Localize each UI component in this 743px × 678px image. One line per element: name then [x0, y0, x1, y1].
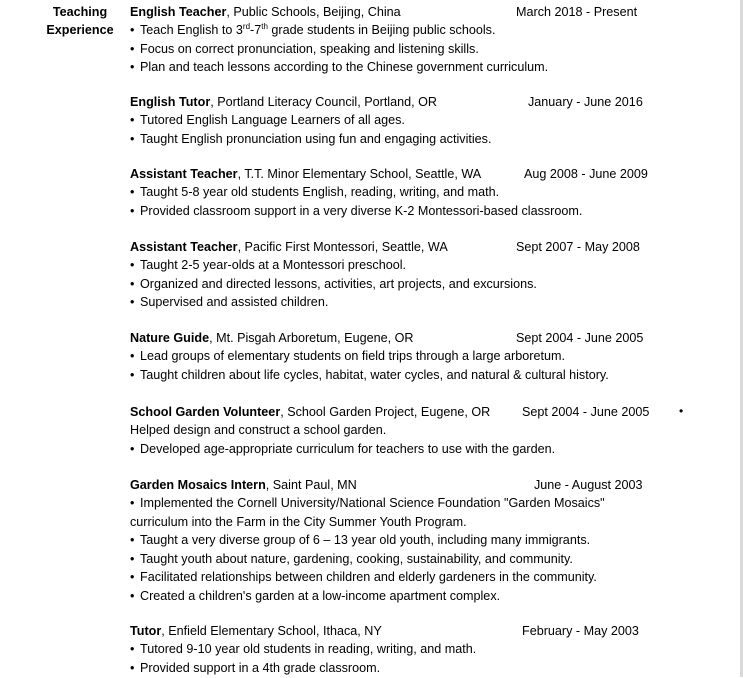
section-heading-line1: Teaching	[52, 5, 108, 19]
job-header	[130, 329, 660, 347]
bullet-text: Tutored 9-10 year old students in reading, writing, and math.	[140, 642, 477, 656]
job-bullet	[130, 440, 660, 459]
job-dates: Aug 2008 - June 2009	[524, 167, 648, 181]
bullet-icon: •	[130, 551, 135, 566]
bullet-text: Developed age-appropriate curriculum for teachers to use with the garden.	[140, 441, 556, 456]
bullet-text: Plan and teach lessons according to the Chinese government curriculum.	[140, 60, 549, 74]
bullet-text: Provided classroom support in a very diverse K-2 Montessori-based classroom.	[140, 203, 583, 218]
job-entry	[130, 3, 660, 93]
job-dates: Sept 2007 - May 2008	[516, 240, 640, 254]
job-header	[130, 476, 660, 494]
bullet-text: Tutored English Language Learners of all ages.	[140, 113, 405, 127]
job-dates: Sept 2004 - June 2005	[516, 331, 644, 345]
job-entry	[130, 403, 660, 476]
bullet-text: Taught children about life cycles, habitat, water cycles, and natural & cultural history.	[140, 367, 609, 382]
job-org: , Pacific First Montessori, Seattle, WA	[237, 240, 448, 254]
bullet-text: Facilitated relationships between children and elderly gardeners in the community.	[140, 570, 597, 584]
bullet-icon: •	[130, 660, 135, 675]
job-org: , Saint Paul, MN	[265, 478, 357, 492]
job-entry	[130, 329, 660, 403]
job-header	[130, 93, 660, 111]
job-header	[130, 165, 660, 183]
bullet-icon: •	[130, 295, 135, 309]
bullet-text: Implemented the Cornell University/National Science Foundation "Garden Mosaics"	[140, 496, 605, 510]
job-bullet	[130, 531, 660, 550]
job-entry	[130, 238, 660, 329]
job-bullet	[130, 494, 660, 513]
job-bullet	[130, 58, 660, 77]
job-bullet	[130, 256, 660, 275]
job-org: , Portland Literacy Council, Portland, OR	[210, 95, 438, 109]
bullet-icon: •	[130, 533, 135, 547]
bullet-text: Taught youth about nature, gardening, cooking, sustainability, and community.	[140, 551, 573, 566]
job-title: Assistant Teacher	[130, 167, 238, 181]
bullet-text: Created a children's garden at a low-income apartment complex.	[140, 588, 501, 603]
bullet-text: Taught 5-8 year old students English, reading, writing, and math.	[140, 185, 500, 199]
job-bullet	[130, 40, 660, 59]
job-title: School Garden Volunteer	[130, 405, 281, 419]
bullet-text: Taught a very diverse group of 6 – 13 year old youth, including many immigrants.	[140, 533, 591, 547]
bullet-icon: •	[130, 367, 135, 382]
bullet-text: Taught English pronunciation using fun and engaging activities.	[140, 131, 492, 146]
job-dates: Sept 2004 - June 2005	[522, 405, 650, 419]
job-bullet	[130, 275, 660, 294]
job-header	[130, 3, 660, 21]
job-entry	[130, 476, 660, 622]
bullet-icon: •	[130, 642, 135, 656]
bullet-text: Focus on correct pronunciation, speaking and listening skills.	[140, 41, 479, 56]
job-entry	[130, 93, 660, 165]
job-bullet	[130, 111, 660, 130]
job-header	[130, 238, 660, 256]
bullet-icon: •	[130, 203, 135, 218]
job-org: , School Garden Project, Eugene, OR	[280, 405, 491, 419]
bullet-icon: •	[130, 349, 135, 363]
bullet-icon: •	[130, 496, 135, 510]
bullet-icon: •	[130, 113, 135, 127]
section-heading	[38, 3, 122, 39]
job-org: , Public Schools, Beijing, China	[226, 5, 401, 19]
job-header	[130, 403, 660, 421]
job-bullet	[130, 202, 660, 221]
bullet-icon: •	[130, 441, 135, 456]
job-bullet	[130, 130, 660, 149]
bullet-icon: •	[130, 588, 135, 603]
job-title: Tutor	[130, 624, 162, 638]
job-dates: March 2018 - Present	[516, 5, 638, 19]
bullet-icon: •	[130, 258, 135, 272]
job-bullet	[130, 659, 660, 678]
job-title: English Tutor	[130, 95, 211, 109]
job-bullet	[130, 347, 660, 366]
bullet-text: Organized and directed lessons, activities, art projects, and excursions.	[140, 276, 537, 291]
job-org: , T.T. Minor Elementary School, Seattle, WA	[237, 167, 482, 181]
bullet-text: Taught 2-5 year-olds at a Montessori preschool.	[140, 258, 407, 272]
job-dates: February - May 2003	[522, 624, 639, 638]
stray-bullet-icon: •	[679, 404, 684, 418]
job-dates: January - June 2016	[528, 95, 643, 109]
job-title: Assistant Teacher	[130, 240, 238, 254]
job-bullet	[130, 550, 660, 569]
job-description: Helped design and construct a school garden.	[130, 423, 387, 437]
bullet-icon: •	[130, 23, 135, 37]
bullet-icon: •	[130, 60, 135, 74]
job-dates: June - August 2003	[534, 478, 643, 492]
job-bullet	[130, 587, 660, 606]
bullet-text: Supervised and assisted children.	[140, 295, 329, 309]
bullet-icon: •	[130, 570, 135, 584]
bullet-text: Teach English to 3rd-7th grade students in Beijing public schools.	[140, 22, 496, 37]
bullet-continuation: curriculum into the Farm in the City Summer Youth Program.	[130, 514, 467, 529]
bullet-icon: •	[130, 41, 135, 56]
job-header	[130, 622, 660, 640]
job-bullet	[130, 293, 660, 312]
bullet-icon: •	[130, 276, 135, 291]
job-bullet	[130, 21, 660, 40]
bullet-icon: •	[130, 185, 135, 199]
job-title: Nature Guide	[130, 331, 210, 345]
job-org: , Mt. Pisgah Arboretum, Eugene, OR	[209, 331, 414, 345]
bullet-icon: •	[130, 131, 135, 146]
job-entry	[130, 165, 660, 238]
experience-list	[130, 3, 660, 678]
bullet-text: Lead groups of elementary students on field trips through a large arboretum.	[140, 349, 565, 363]
job-title: Garden Mosaics Intern	[130, 478, 266, 492]
bullet-text: Provided support in a 4th grade classroom.	[140, 660, 381, 675]
job-title: English Teacher	[130, 5, 227, 19]
section-heading-line2: Experience	[46, 23, 114, 37]
job-bullet	[130, 568, 660, 587]
job-bullet	[130, 183, 660, 202]
job-entry	[130, 622, 660, 678]
job-bullet	[130, 366, 660, 385]
job-bullet	[130, 640, 660, 659]
job-org: , Enfield Elementary School, Ithaca, NY	[161, 624, 382, 638]
